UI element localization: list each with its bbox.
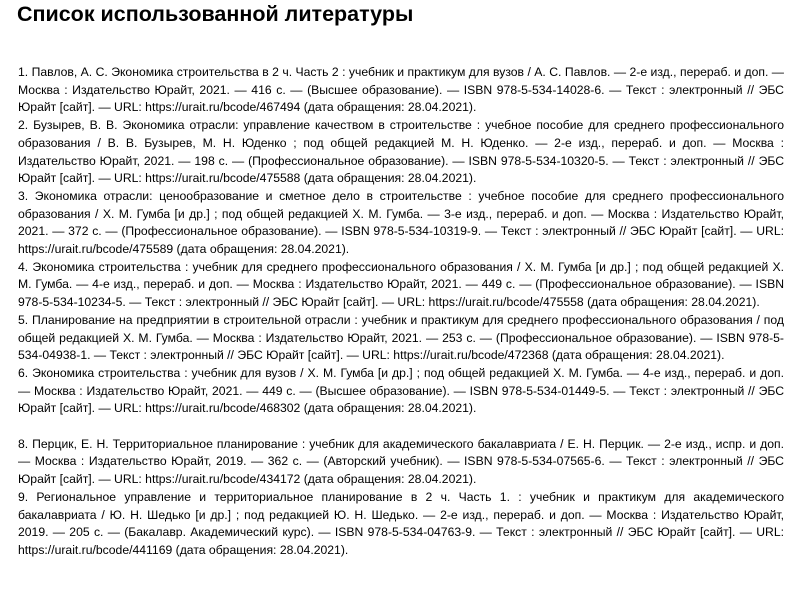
reference-item-4: 4. Экономика строительства : учебник для среднего профессионального образования / Х. М. Гумба [и др.] ; под общей редакцией Х. М. Гумба. — 4-е изд., перераб. и доп. — Москва : Издательство Юрайт, 2021. — 449 с. — (Профессиональное образование). — ISBN 978-5-534-10234-5. — Текст : электронный // ЭБС Юрайт [сайт]. — URL: https://urait.ru/bcode/475558 (дата обращения: 28.04.2021).	[18, 259, 784, 310]
reference-item-9: 9. Региональное управление и территориальное планирование в 2 ч. Часть 1. : учебник и практикум для академического бакалавриата / Ю. Н. Шедько [и др.] ; под редакцией Ю. Н. Шедько. — 2-е изд., перераб. и доп. — Москва : Издательство Юрайт, 2019. — 205 с. — (Бакалавр. Академический курс). — ISBN 978-5-534-04763-9. — Текст : электронный // ЭБС Юрайт [сайт]. — URL: https://urait.ru/bcode/441169 (дата обращения: 28.04.2021).	[18, 489, 784, 557]
reference-list	[18, 64, 784, 560]
reference-item-2: 2. Бузырев, В. В. Экономика отрасли: управление качеством в строительстве : учебное пособие для среднего профессионального образования / В. В. Бузырев, М. Н. Юденко ; под общей редакцией М. Н. Юденко. — 2-е изд., перераб. и доп. — Москва : Издательство Юрайт, 2021. — 198 с. — (Профессиональное образование). — ISBN 978-5-534-10320-5. — Текст : электронный // ЭБС Юрайт [сайт]. — URL: https://urait.ru/bcode/475588 (дата обращения: 28.04.2021).	[18, 118, 784, 186]
reference-item-8: 8. Перцик, Е. Н. Территориальное планирование : учебник для академического бакалавриата / Е. Н. Перцик. — 2-е изд., испр. и доп. — Москва : Издательство Юрайт, 2019. — 362 с. — (Авторский учебник). — ISBN 978-5-534-07565-6. — Текст : электронный // ЭБС Юрайт [сайт]. — URL: https://urait.ru/bcode/434172 (дата обращения: 28.04.2021).	[18, 436, 784, 487]
reference-item-6: 6. Экономика строительства : учебник для вузов / Х. М. Гумба [и др.] ; под общей редакцией Х. М. Гумба. — 4-е изд., перераб. и доп. — Москва : Издательство Юрайт, 2021. — 449 с. — (Высшее образование). — ISBN 978-5-534-01449-5. — Текст : электронный // ЭБС Юрайт [сайт]. — URL: https://urait.ru/bcode/468302 (дата обращения: 28.04.2021).	[18, 365, 784, 416]
reference-item-3: 3. Экономика отрасли: ценообразование и сметное дело в строительстве : учебное пособие для среднего профессионального образования / Х. М. Гумба [и др.] ; под общей редакцией Х. М. Гумба. — 3-е изд., перераб. и доп. — Москва : Издательство Юрайт, 2021. — 372 с. — (Профессиональное образование). — ISBN 978-5-534-10319-9. — Текст : электронный // ЭБС Юрайт [сайт]. — URL: https://urait.ru/bcode/475589 (дата обращения: 28.04.2021).	[18, 188, 784, 257]
reference-item-5: 5. Планирование на предприятии в строительной отрасли : учебник и практикум для среднего профессионального образования / под общей редакцией Х. М. Гумба. — Москва : Издательство Юрайт, 2021. — 253 с. — (Профессиональное образование). — ISBN 978-5-534-04938-1. — Текст : электронный // ЭБС Юрайт [сайт]. — URL: https://urait.ru/bcode/472368 (дата обращения: 28.04.2021).	[18, 312, 784, 363]
reference-item-1: 1. Павлов, А. С. Экономика строительства в 2 ч. Часть 2 : учебник и практикум для вузов / А. С. Павлов. — 2-е изд., перераб. и доп. — Москва : Издательство Юрайт, 2021. — 416 с. — (Высшее образование). — ISBN 978-5-534-14028-6. — Текст : электронный // ЭБС Юрайт [сайт]. — URL: https://urait.ru/bcode/467494 (дата обращения: 28.04.2021).	[18, 65, 784, 115]
page-title: Список использованной литературы	[17, 2, 414, 26]
